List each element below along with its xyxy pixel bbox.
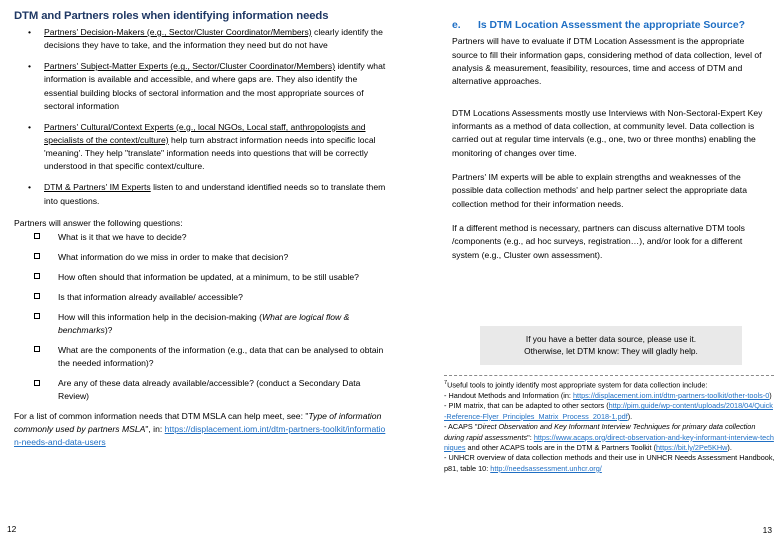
list-item — [14, 377, 389, 403]
footnote-1-pre: - Handout Methods and Information (in: — [444, 390, 573, 400]
footnote-marker: 7 — [444, 380, 448, 386]
checkbox-icon[interactable] — [34, 293, 40, 299]
section-heading-text: Is DTM Location Assessment the appropriate Source? — [478, 20, 745, 31]
list-item — [14, 344, 389, 370]
footnotes-block — [444, 380, 775, 474]
footnote-item — [444, 401, 775, 422]
list-item — [14, 26, 389, 52]
bullet-dot-icon: • — [28, 182, 32, 193]
bullet-lead-text: Partners' Decision-Makers (e.g., Sector/Cluster Coordinator/Members) — [44, 26, 312, 37]
callout-line-2: Otherwise, let DTM know: They will gladly help. — [524, 346, 698, 357]
checkbox-icon[interactable] — [34, 380, 40, 386]
bullet-body-text: identify what information is available and accessible, and where gaps are. They also identify the essential building blocks of sectoral information and the most appropriate sources of sectoral information — [44, 61, 386, 111]
closing-note — [14, 410, 389, 449]
question-italic-part: What are logical flow & benchmarks — [58, 311, 350, 335]
page-number-right: 13 — [762, 525, 772, 535]
paragraph: DTM Locations Assessments mostly use Interviews with Non-Sectoral-Expert Key informants as a method of data collection, at community level. Data collection is carried out at regular time intervals (e.g., one, two or three months) enabling the monitoring of changes over time. — [452, 107, 763, 158]
footnote-1-post: ) — [769, 390, 772, 400]
checkbox-icon[interactable] — [34, 273, 40, 279]
list-item — [14, 181, 389, 207]
closing-italic-title: Type of information commonly used by partners MSLA — [14, 411, 382, 435]
callout-box — [480, 326, 742, 365]
paragraph: Partners' IM experts will be able to explain strengths and weaknesses of the possible data collection methods' and help partner select the appropriate data collection method for their information needs. — [452, 171, 747, 209]
closing-text-before: For a list of common information needs that DTM MSLA can help meet, see: " — [14, 411, 309, 422]
bullet-body-text: clearly identify the decisions they have to take, and the information they need but do not have — [44, 26, 383, 51]
question-text: Is that information already available/ accessible? — [58, 291, 243, 302]
checkbox-icon[interactable] — [34, 346, 40, 352]
left-column — [14, 10, 389, 449]
footnote-2-pre: - PIM matrix, that can be adapted to other sectors ( — [444, 401, 609, 411]
acaps-link[interactable]: https://www.acaps.org/direct-observation-and-key-informant-interview-techniques — [444, 432, 774, 452]
footnote-item — [444, 453, 775, 474]
other-tools-link[interactable]: https://displacement.iom.int/dtm-partners-toolkit/other-tools-0 — [572, 390, 770, 400]
question-text: Are any of these data already available/accessible? (conduct a Secondary Data Review) — [58, 378, 361, 402]
page-title: DTM and Partners roles when identifying information needs — [14, 10, 329, 22]
bullet-dot-icon: • — [28, 26, 32, 37]
checkbox-icon[interactable] — [34, 233, 40, 239]
bullet-lead-text: Partners' Subject-Matter Experts (e.g., Sector/Cluster Coordinator/Members) — [44, 61, 336, 72]
checkbox-icon[interactable] — [34, 313, 40, 319]
roles-bullet-list — [14, 26, 389, 208]
bullet-lead-text: DTM & Partners' IM Experts — [44, 182, 151, 193]
footnote-item — [444, 391, 775, 401]
bullet-lead-text: Partners' Cultural/Context Experts (e.g., local NGOs, Local staff, anthropologists and specialists of the context/culture) — [44, 121, 366, 145]
footnote-intro-text: Useful tools to jointly identify most appropriate system for data collection include: — [447, 380, 708, 390]
paragraph: If a different method is necessary, partners can discuss alternative DTM tools /components (e.g., ad hoc surveys, registration…), and/or look for a different system (e.g., Cluster own assessment). — [452, 222, 745, 260]
list-item — [14, 311, 389, 337]
bullet-dot-icon: • — [28, 61, 32, 72]
unhcr-needs-assessment-link[interactable]: http://needsassessment.unhcr.org/ — [490, 463, 602, 473]
section-letter: e. — [452, 20, 461, 31]
callout-line-1: If you have a better data source, please use it. — [525, 334, 697, 344]
question-text: How will this information help in the decision-making (What are logical flow & benchmarks)? — [58, 311, 350, 335]
footnote-divider — [444, 375, 774, 376]
footnote-2-post: ). — [627, 411, 633, 421]
question-text: What is it that we have to decide? — [58, 231, 187, 242]
footnote-4-pre: - UNHCR overview of data collection methods and their use in UNHCR Needs Assessment Handbook, p81, table 10: — [444, 453, 775, 473]
footnote-3-post2: ). — [727, 442, 732, 452]
footnote-3-post: and other ACAPS tools are in the DTM & Partners Toolkit ( — [465, 442, 656, 452]
list-item — [14, 291, 389, 304]
footnote-intro — [444, 380, 775, 391]
footnote-3-italic-title: Direct Observation and Key Informant Interview Techniques for primary data collection during rapid assessments — [444, 422, 756, 442]
question-text: What are the components of the information (e.g., data that can be analysed to obtain the needed information)? — [58, 344, 384, 368]
footnote-3-pre: - ACAPS " — [444, 422, 478, 432]
checkbox-icon[interactable] — [34, 253, 40, 259]
footnote-item — [444, 422, 775, 453]
section-heading — [452, 20, 770, 32]
bullet-body-text: help turn abstract information needs into specific local 'meaning'. They help "translate" information needs into questions that will be correctly understood in that specific context/culture. — [44, 134, 376, 172]
list-item — [14, 121, 389, 174]
information-needs-link[interactable]: https://displacement.iom.int/dtm-partners-toolkit/information-needs-and-data-users — [14, 424, 386, 448]
toolkit-short-link[interactable]: https://bit.ly/2Pe5KHw — [656, 442, 728, 452]
bullet-dot-icon: • — [28, 121, 32, 132]
question-text: How often should that information be updated, at a minimum, to be still usable? — [58, 271, 359, 282]
list-item — [14, 231, 389, 244]
list-item — [14, 271, 389, 284]
right-column — [452, 20, 770, 273]
questions-intro: Partners will answer the following questions: — [14, 217, 183, 228]
footnote-3-mid: ": — [527, 432, 534, 442]
bullet-body-text: listen to and understand identified needs so to translate them into questions. — [44, 182, 386, 206]
closing-text-after: ", in: — [145, 424, 163, 435]
list-item — [14, 60, 389, 113]
list-item — [14, 251, 389, 264]
questions-checkbox-list — [14, 231, 389, 404]
question-text: What information do we miss in order to make that decision? — [58, 251, 289, 262]
paragraph: Partners will have to evaluate if DTM Location Assessment is the appropriate source to fill their information gaps, considering method of data collection, level of analysis & measurement, feasibility, resources, time and access of DTM and alternative approaches. — [452, 36, 762, 87]
page-number-left: 12 — [7, 524, 17, 534]
pim-matrix-link[interactable]: http://pim.guide/wp-content/uploads/2018/04/Quick-Reference-Flyer_Principles_Matrix_Process_2018-1.pdf — [444, 401, 773, 421]
